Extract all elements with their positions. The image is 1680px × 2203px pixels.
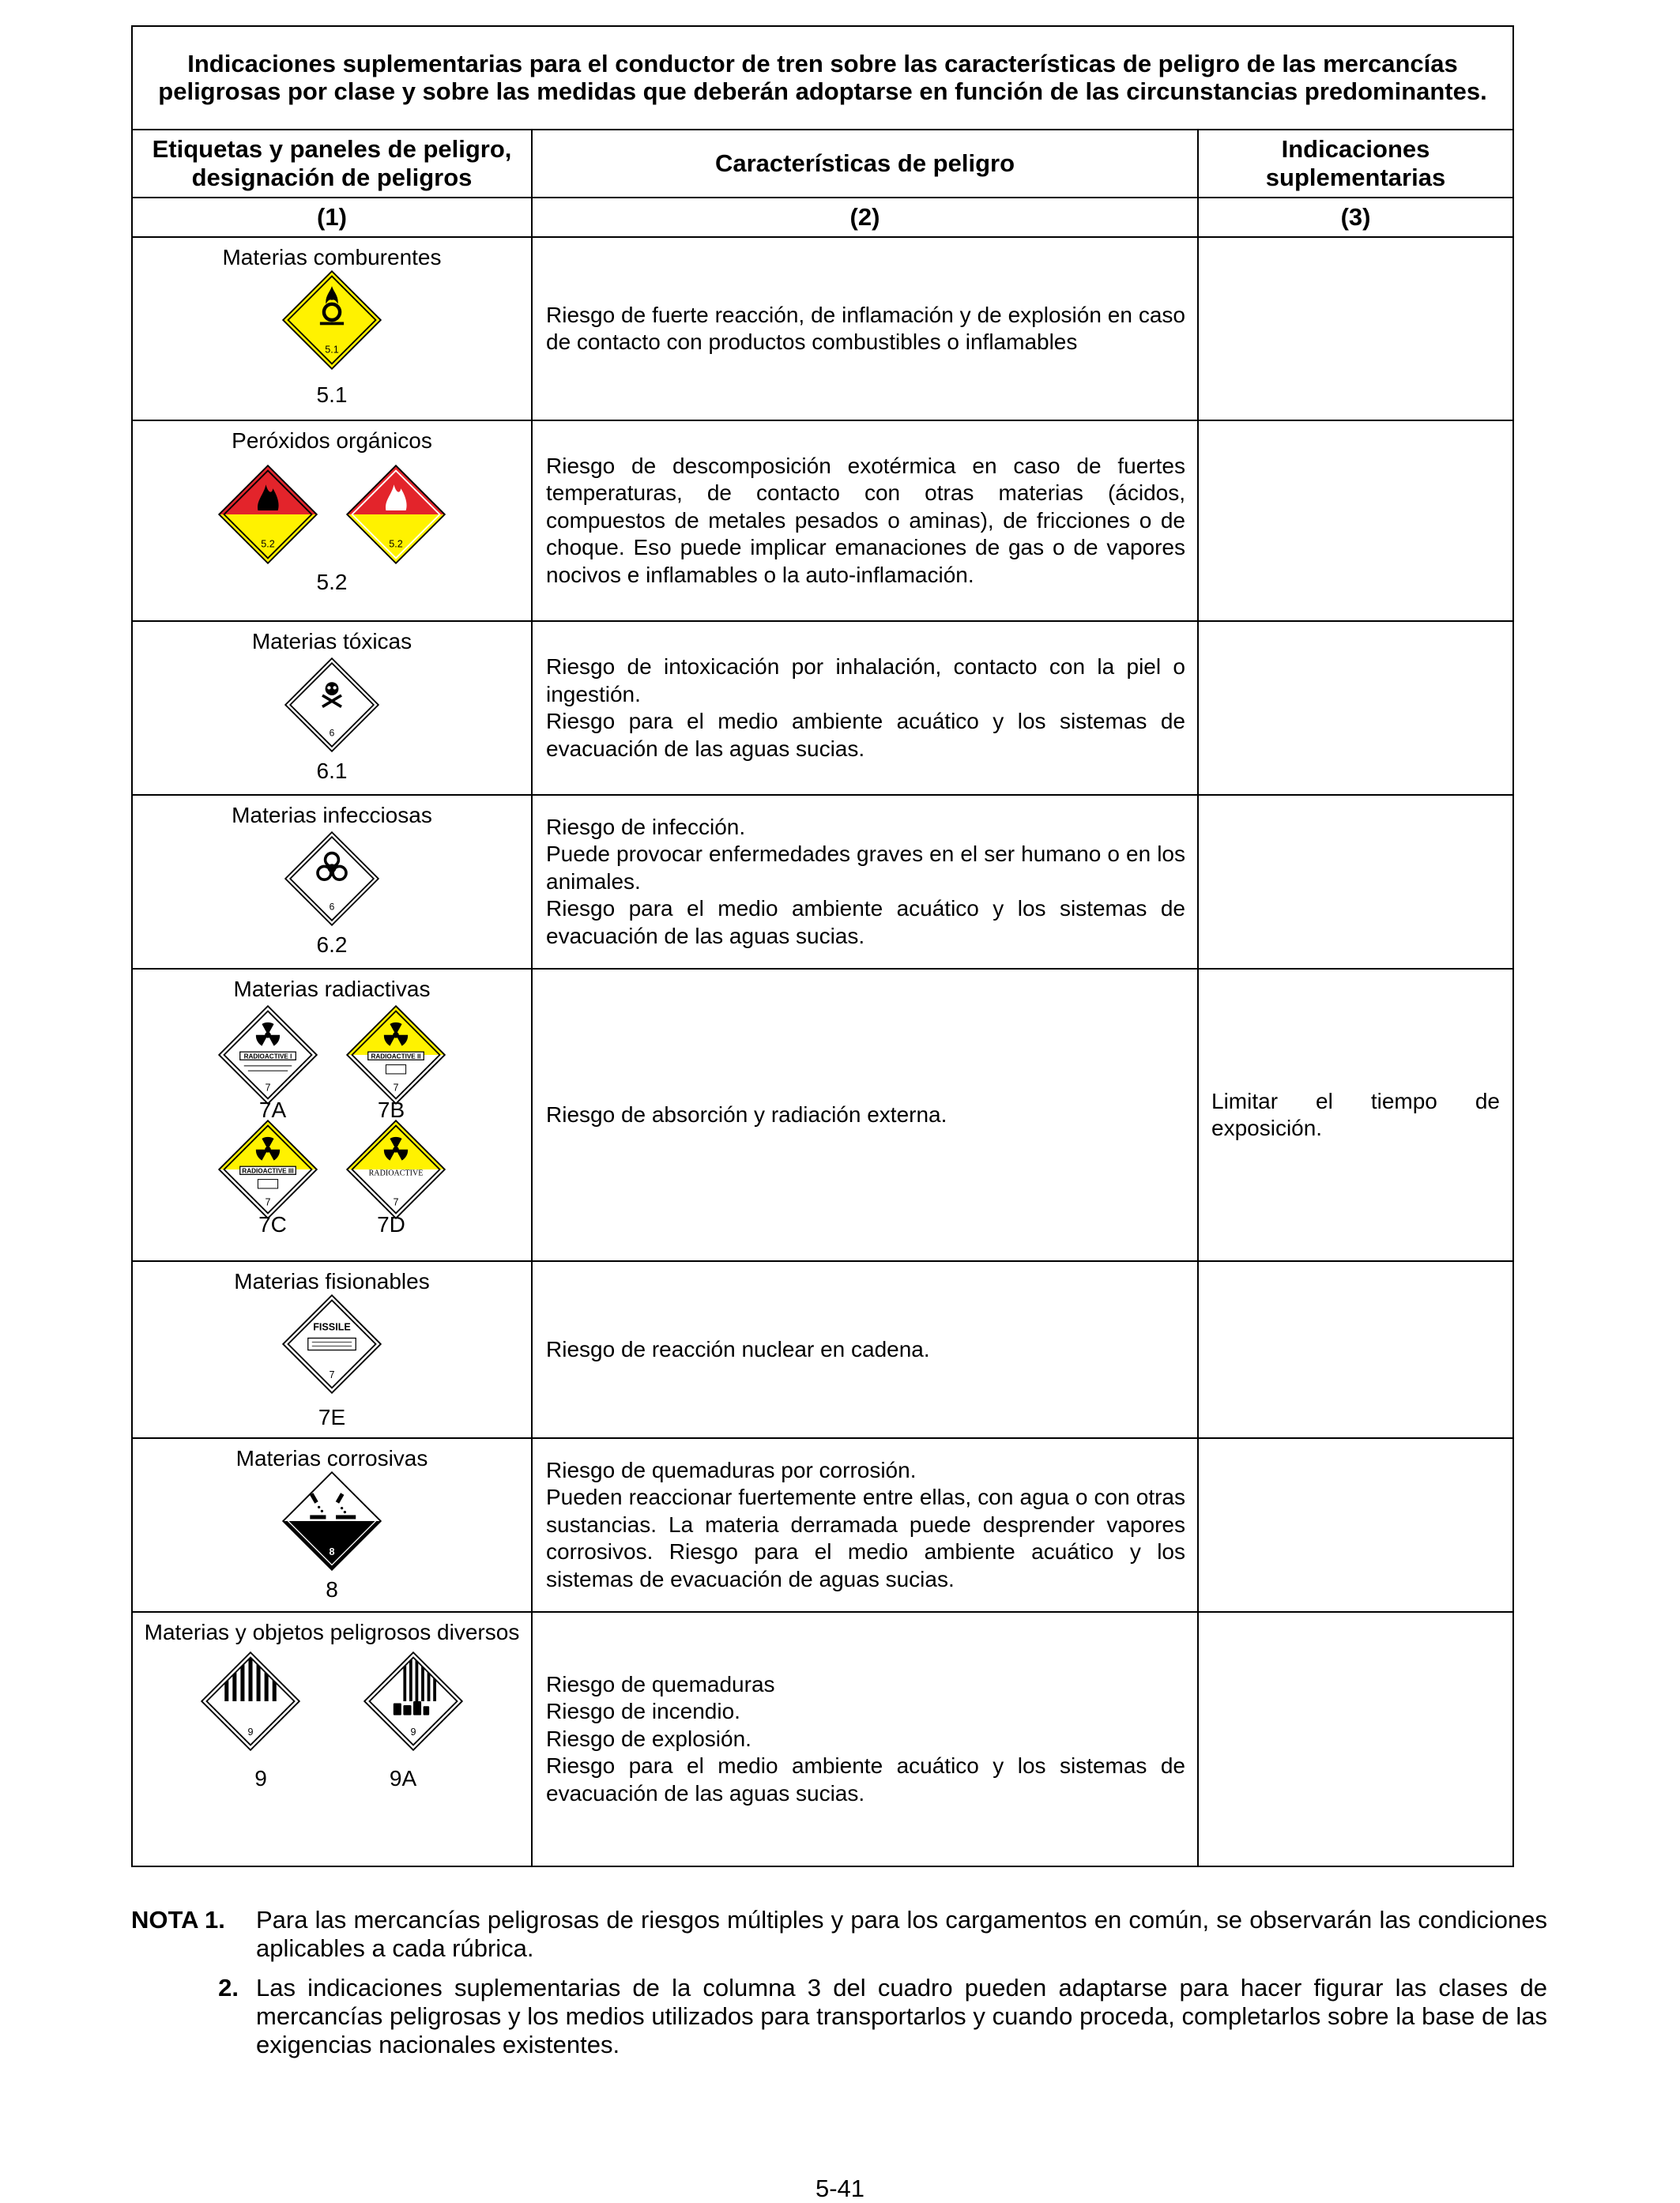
class-name: Materias y objetos peligrosos diversos bbox=[144, 1620, 520, 1644]
placard-pair bbox=[133, 1005, 531, 1105]
hazard-description bbox=[532, 237, 1198, 420]
class-name: Materias fisionables bbox=[234, 1269, 430, 1294]
col-number-2: (2) bbox=[532, 198, 1198, 237]
hazard-description bbox=[532, 1438, 1198, 1612]
class-code: 6.2 bbox=[316, 932, 348, 957]
infectious-placard bbox=[284, 831, 379, 926]
note-item bbox=[131, 1906, 1547, 1963]
placard-number: 7 bbox=[393, 1196, 399, 1208]
description-text: Riesgo de fuerte reacción, de inflamación y de explosión en caso de contacto con productos combustibles o inflamables bbox=[546, 302, 1185, 354]
placard-pair bbox=[133, 465, 531, 564]
class-code: 6.1 bbox=[316, 759, 348, 783]
table-row bbox=[132, 795, 1513, 969]
header-characteristics: Características de peligro bbox=[532, 130, 1198, 198]
placard-number: 6 bbox=[329, 901, 335, 913]
supplementary-cell bbox=[1198, 1261, 1513, 1438]
class-code: 9 bbox=[254, 1766, 267, 1791]
description-text: Riesgo de explosión. bbox=[546, 1726, 751, 1751]
hazard-description bbox=[532, 420, 1198, 621]
note-label: NOTA 1. bbox=[131, 1906, 225, 1934]
class-name: Materias infecciosas bbox=[232, 803, 432, 827]
misc-placard bbox=[201, 1651, 300, 1751]
radioactive-placard bbox=[346, 1120, 446, 1219]
class-code: 7C bbox=[258, 1212, 287, 1237]
placard-pair bbox=[133, 1120, 531, 1219]
table-row bbox=[132, 1438, 1513, 1612]
peroxide-placard bbox=[218, 465, 318, 564]
supplementary-cell bbox=[1198, 237, 1513, 420]
fissile-label: FISSILE bbox=[313, 1321, 351, 1333]
supplementary-cell bbox=[1198, 795, 1513, 969]
supplementary-text: Limitar el tiempo de exposición. bbox=[1211, 1088, 1501, 1140]
table-title: Indicaciones suplementarias para el conductor de tren sobre las características de peligro de las mercancías peligrosas por clase y sobre las medidas que deberán adoptarse en función de las circunstancias predominantes. bbox=[132, 26, 1513, 130]
table-row bbox=[132, 237, 1513, 420]
notes-section bbox=[131, 1906, 1547, 2070]
header-supplementary: Indicaciones suplementarias bbox=[1198, 130, 1513, 198]
placard-number: 7 bbox=[329, 1369, 335, 1380]
class-code: 7D bbox=[377, 1212, 405, 1237]
col-number-1: (1) bbox=[132, 198, 532, 237]
note-label: 2. bbox=[218, 1974, 239, 2002]
supplementary-cell bbox=[1198, 1612, 1513, 1866]
radioactive-label: RADIOACTIVE bbox=[368, 1169, 424, 1178]
class-code: 7A bbox=[258, 1098, 287, 1122]
description-text: Riesgo para el medio ambiente acuático y los sistemas de evacuación de las aguas sucias. bbox=[546, 896, 1185, 948]
supplementary-cell bbox=[1198, 1438, 1513, 1612]
placard-number: 7 bbox=[393, 1082, 399, 1094]
hazard-description bbox=[532, 795, 1198, 969]
placard-number: 5.1 bbox=[325, 344, 339, 356]
description-text: Riesgo de reacción nuclear en cadena. bbox=[546, 1336, 930, 1361]
note-text: Las indicaciones suplementarias de la columna 3 del cuadro pueden adaptarse para hacer figurar las clases de mercancías peligrosas y los medios utilizados para transportarlos y cuando proceda, completarlos sobre la base de las exigencias nacionales existentes. bbox=[256, 1974, 1547, 2058]
class-name: Materias corrosivas bbox=[235, 1446, 428, 1471]
radioactive-I-placard bbox=[218, 1005, 318, 1105]
description-text: Riesgo de infección. bbox=[546, 814, 746, 839]
description-text: Riesgo de descomposición exotérmica en caso de fuertes temperaturas, de contacto con otras materias (ácidos, compuestos de metales pesados o aminas), de fricciones o de choque. Eso puede implicar emanaciones de gas o de vapores nocivos e inflamables o la auto-inflamación. bbox=[546, 453, 1185, 587]
oxidizer-placard bbox=[282, 270, 382, 370]
placard-number: 7 bbox=[265, 1196, 271, 1208]
radioactive-label: RADIOACTIVE I bbox=[243, 1053, 292, 1060]
radioactive-III-placard bbox=[218, 1120, 318, 1219]
page-number: 5-41 bbox=[815, 2175, 865, 2202]
fissile-placard bbox=[282, 1294, 382, 1394]
label-cell bbox=[132, 621, 532, 795]
class-code: 8 bbox=[326, 1577, 338, 1602]
supplementary-cell bbox=[1198, 420, 1513, 621]
placard-number: 6 bbox=[329, 727, 335, 739]
table-row bbox=[132, 420, 1513, 621]
description-text: Riesgo para el medio ambiente acuático y los sistemas de evacuación de las aguas sucias. bbox=[546, 1753, 1185, 1806]
placard-pair bbox=[133, 1651, 531, 1751]
description-text: Riesgo de intoxicación por inhalación, contacto con la piel o ingestión. bbox=[546, 654, 1185, 706]
table-row bbox=[132, 1612, 1513, 1866]
description-text: Riesgo de quemaduras por corrosión. bbox=[546, 1457, 917, 1482]
label-cell bbox=[132, 237, 532, 420]
label-cell bbox=[132, 969, 532, 1261]
hazard-description bbox=[532, 1612, 1198, 1866]
class-code: 5.2 bbox=[316, 570, 348, 594]
placard-number: 5.2 bbox=[261, 538, 275, 550]
hazard-description bbox=[532, 621, 1198, 795]
description-text: Riesgo de incendio. bbox=[546, 1699, 740, 1724]
note-item bbox=[131, 1974, 1547, 2059]
col-number-3: (3) bbox=[1198, 198, 1513, 237]
code-pair bbox=[133, 1211, 531, 1237]
table-row bbox=[132, 1261, 1513, 1438]
class-code: 7E bbox=[318, 1405, 346, 1429]
class-name: Materias tóxicas bbox=[251, 629, 412, 653]
placard-number: 8 bbox=[329, 1546, 335, 1557]
note-text: Para las mercancías peligrosas de riesgos múltiples y para los cargamentos en común, se observarán las condiciones aplicables a cada rúbrica. bbox=[256, 1906, 1547, 1962]
description-text: Riesgo para el medio ambiente acuático y los sistemas de evacuación de las aguas sucias. bbox=[546, 709, 1185, 761]
placard-number: 9 bbox=[247, 1726, 254, 1738]
label-cell bbox=[132, 420, 532, 621]
lithium-battery-placard bbox=[363, 1651, 463, 1751]
supplementary-cell bbox=[1198, 969, 1513, 1261]
peroxide-placard bbox=[346, 465, 446, 564]
class-name: Peróxidos orgánicos bbox=[232, 428, 432, 453]
table-row bbox=[132, 969, 1513, 1261]
hazard-description bbox=[532, 1261, 1198, 1438]
class-code: 9A bbox=[389, 1766, 417, 1791]
description-text: Puede provocar enfermedades graves en el ser humano o en los animales. bbox=[546, 842, 1185, 894]
hazard-table bbox=[131, 25, 1514, 1867]
label-cell bbox=[132, 1438, 532, 1612]
code-pair bbox=[133, 1765, 531, 1791]
radioactive-label: RADIOACTIVE III bbox=[242, 1167, 294, 1175]
class-code: 5.1 bbox=[316, 382, 348, 407]
description-text: Pueden reaccionar fuertemente entre ellas, con agua o con otras sustancias. La materia derramada puede desprender vapores corrosivos. Riesgo para el medio ambiente acuático y los sistemas de evacuación de aguas sucias. bbox=[546, 1485, 1185, 1591]
description-text: Riesgo de quemaduras bbox=[546, 1671, 775, 1696]
label-cell bbox=[132, 1261, 532, 1438]
label-cell bbox=[132, 795, 532, 969]
toxic-placard bbox=[284, 657, 379, 752]
placard-number: 7 bbox=[265, 1082, 271, 1094]
table-row bbox=[132, 621, 1513, 795]
placard-number: 9 bbox=[410, 1726, 416, 1738]
class-name: Materias comburentes bbox=[222, 245, 442, 269]
label-cell bbox=[132, 1612, 532, 1866]
corrosive-placard bbox=[282, 1471, 382, 1571]
header-labels: Etiquetas y paneles de peligro, designación de peligros bbox=[132, 130, 532, 198]
placard-number: 5.2 bbox=[389, 538, 403, 550]
radioactive-label: RADIOACTIVE II bbox=[371, 1053, 421, 1060]
description-text: Riesgo de absorción y radiación externa. bbox=[546, 1102, 947, 1127]
class-name: Materias radiactivas bbox=[233, 977, 431, 1001]
class-code: 7B bbox=[377, 1098, 405, 1122]
hazard-description bbox=[532, 969, 1198, 1261]
radioactive-II-placard bbox=[346, 1005, 446, 1105]
supplementary-cell bbox=[1198, 621, 1513, 795]
